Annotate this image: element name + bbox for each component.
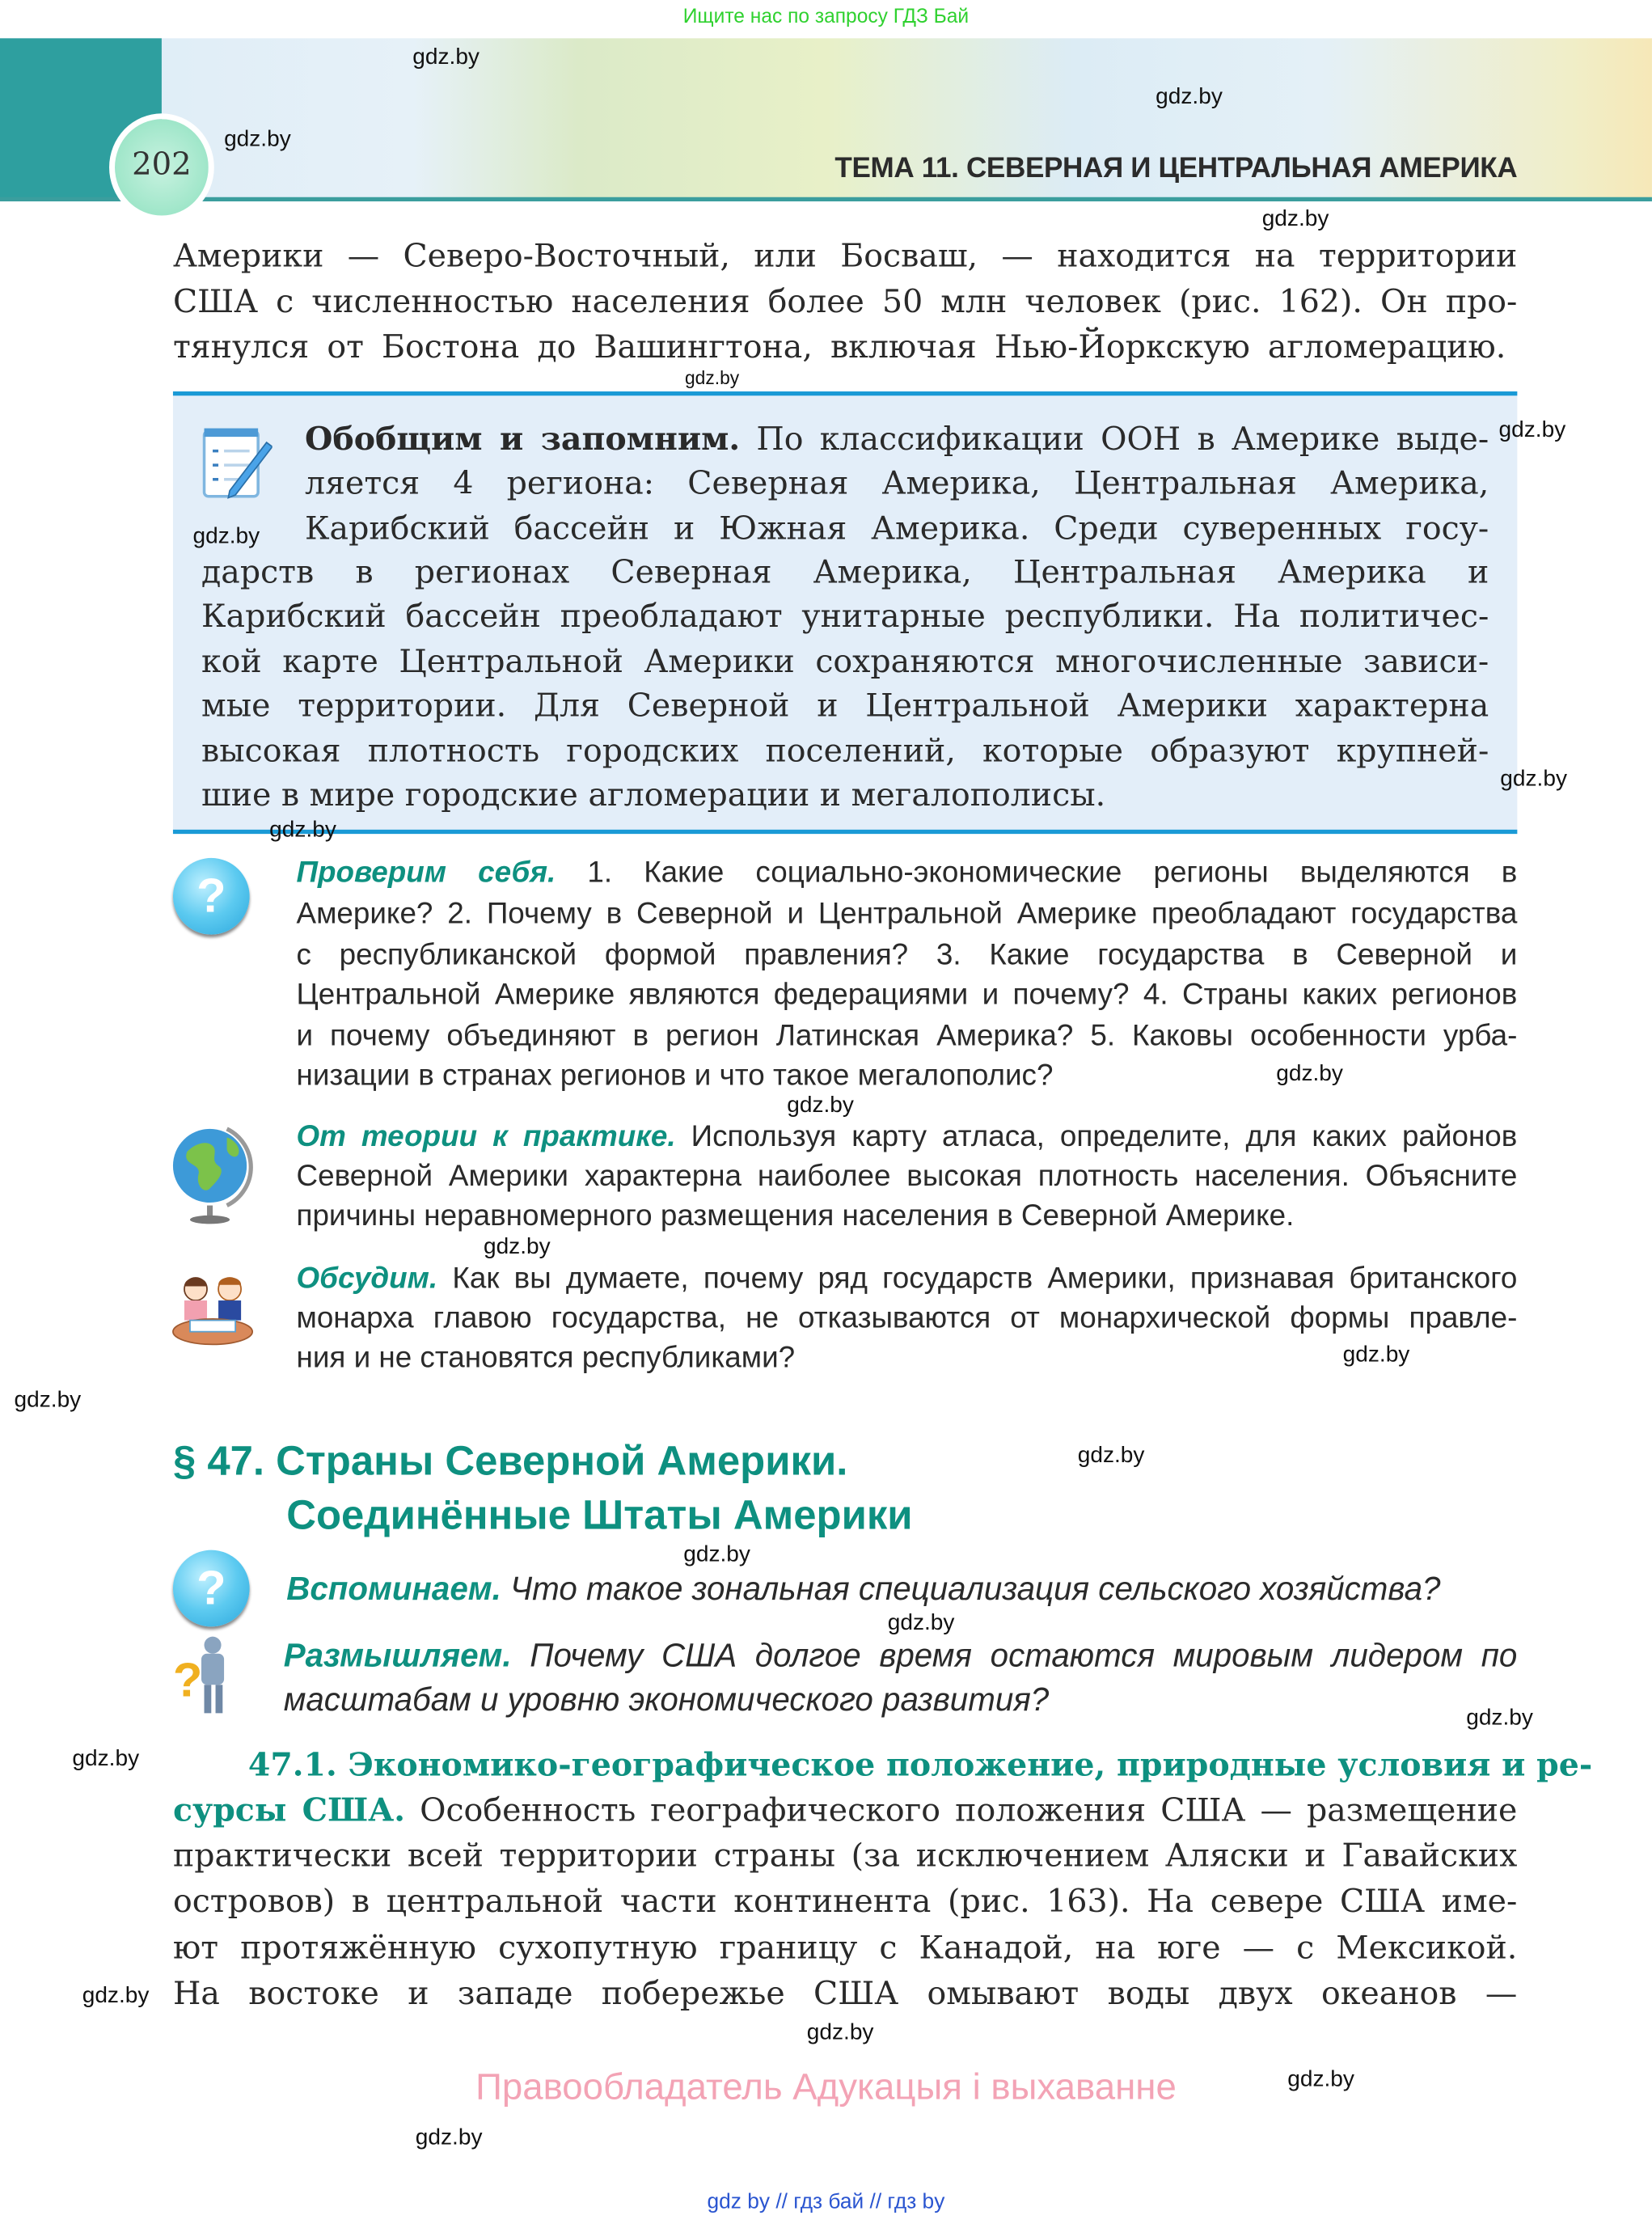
- discuss-line: ния и не становятся республиками?: [296, 1341, 796, 1375]
- watermark: gdz.by: [684, 367, 740, 389]
- copyright-notice: Правообладатель Адукацыя і выхаванне: [475, 2065, 1177, 2108]
- check-line: Америке? 2. Почему в Северной и Центральной Америке преобладают государства: [296, 898, 1518, 931]
- check-text: 1. Какие социально-экономические регионы выделяются в: [556, 856, 1518, 890]
- reflect-text: Почему США долгое время остаются мировым лидером по: [511, 1636, 1518, 1674]
- summary-line: высокая плотность городских поселений, которые образуют крупней-: [201, 733, 1489, 771]
- watermark: gdz.by: [1156, 85, 1223, 110]
- watermark: gdz.by: [1342, 1342, 1410, 1368]
- subsection-title-end: сурсы США.: [172, 1792, 406, 1830]
- chapter-title: ТЕМА 11. СЕВЕРНАЯ И ЦЕНТРАЛЬНАЯ АМЕРИКА: [834, 153, 1518, 184]
- discuss-line: монарха главою государства, не отказываются от монархической формы правле-: [296, 1301, 1518, 1335]
- subsection-line: На востоке и западе побережье США омывают воды двух океанов —: [172, 1975, 1518, 2013]
- watermark: gdz.by: [683, 1542, 750, 1567]
- question-icon: ?: [173, 858, 250, 935]
- watermark: gdz.by: [1261, 207, 1329, 231]
- summary-line: Карибский бассейн и Южная Америка. Среди суверенных госу-: [305, 510, 1489, 548]
- reflect-line: [284, 1635, 1518, 1675]
- practice-line: Северной Америки характерна наиболее высокая плотность населения. Объясните: [296, 1160, 1518, 1193]
- watermark: gdz.by: [82, 1984, 150, 2009]
- recall-line: [286, 1568, 1440, 1608]
- watermark: gdz.by: [1077, 1444, 1145, 1468]
- summary-text: По классификации ООН в Америке выде-: [740, 421, 1489, 459]
- footer-links[interactable]: gdz by // гдз бай // гдз by: [707, 2189, 945, 2214]
- header-divider: [0, 197, 1652, 201]
- practice-line: [297, 1119, 1518, 1159]
- check-line: низации в странах регионов и что такое мегалополис?: [296, 1059, 1054, 1093]
- section-heading-line2: Соединённые Штаты Америки: [286, 1493, 913, 1539]
- watermark: gdz.by: [1500, 767, 1567, 792]
- check-line: [297, 855, 1518, 894]
- summary-line: Карибский бассейн преобладают унитарные республики. На политичес-: [201, 598, 1489, 636]
- summary-line: мые территории. Для Северной и Центральной Америки характерна: [201, 687, 1489, 725]
- check-line: Центральной Америке являются федерациями и почему? 4. Страны каких регионов: [296, 978, 1518, 1012]
- practice-line: причины неравномерного размещения населения в Северной Америке.: [296, 1199, 1295, 1233]
- watermark: gdz.by: [269, 818, 336, 843]
- recall-text: Что такое зональная специализация сельского хозяйства?: [501, 1570, 1441, 1607]
- reflect-line: масштабам и уровню экономического развития?: [283, 1681, 1050, 1718]
- watermark: gdz.by: [1466, 1706, 1533, 1731]
- watermark: gdz.by: [787, 1093, 854, 1118]
- globe-icon: [170, 1123, 258, 1225]
- watermark: gdz.by: [483, 1235, 551, 1260]
- svg-text:?: ?: [172, 1652, 203, 1707]
- subsection-line: практически всей территории страны (за исключением Аляски и Гавайских: [172, 1837, 1518, 1875]
- watermark: gdz.by: [192, 524, 260, 549]
- watermark: gdz.by: [887, 1611, 955, 1635]
- discuss-line: [297, 1261, 1518, 1300]
- discuss-title: Обсудим.: [296, 1262, 438, 1296]
- subsection-line: [173, 1791, 1517, 1831]
- watermark: gdz.by: [1287, 2067, 1354, 2092]
- discuss-text: Как вы думаете, почему ряд государств Америки, признавая британского: [437, 1262, 1518, 1296]
- section-heading-line1: § 47. Страны Северной Америки.: [172, 1439, 848, 1486]
- kids-discussion-icon: [170, 1269, 255, 1347]
- watermark: gdz.by: [14, 1388, 82, 1413]
- practice-title: От теории к практике.: [296, 1120, 676, 1153]
- watermark: gdz.by: [806, 2020, 874, 2045]
- intro-line: США с численностью населения более 50 млн человек (рис. 162). Он про-: [172, 283, 1518, 321]
- reflect-title: Размышляем.: [283, 1636, 512, 1674]
- page-number: 202: [132, 147, 192, 184]
- watermark: gdz.by: [1498, 418, 1566, 443]
- subsection-line: островов) в центральной части континента (рис. 163). На севере США име-: [172, 1883, 1518, 1921]
- search-hint: Ищите нас по запросу ГДЗ Бай: [682, 4, 970, 27]
- check-line: и почему объединяют в регион Латинская Америка? 5. Каковы особенности урба-: [296, 1019, 1518, 1053]
- watermark: gdz.by: [412, 45, 480, 70]
- recall-title: Вспоминаем.: [286, 1570, 501, 1607]
- intro-line: тянулся от Бостона до Вашингтона, включая Нью-Йоркскую агломерацию.: [172, 328, 1506, 366]
- summary-title: Обобщим и запомним.: [305, 421, 741, 459]
- practice-text: Используя карту атласа, определите, для каких районов: [675, 1120, 1518, 1153]
- summary-line: кой карте Центральной Америки сохраняются многочисленные зависи-: [201, 644, 1489, 681]
- subsection-text: Особенность географического положения США — размещение: [405, 1792, 1518, 1830]
- watermark: gdz.by: [224, 127, 291, 152]
- check-title: Проверим себя.: [296, 856, 556, 890]
- thinking-figure-icon: [170, 1634, 241, 1716]
- summary-line: шие в мире городские агломерации и мегалополисы.: [201, 776, 1106, 814]
- watermark: gdz.by: [1276, 1062, 1343, 1087]
- subsection-title: 47.1. Экономико-географическое положение, природные условия и ре-: [247, 1747, 1593, 1785]
- question-icon: ?: [173, 1550, 250, 1627]
- summary-line: [305, 420, 1489, 459]
- check-line: с республиканской формой правления? 3. Какие государства в Северной и: [296, 938, 1518, 972]
- summary-line: ляется 4 региона: Северная Америка, Центральная Америка,: [305, 465, 1489, 502]
- summary-line: дарств в регионах Северная Америка, Центральная Америка и: [201, 554, 1489, 592]
- subsection-line: ют протяжённую сухопутную границу с Канадой, на юге — с Мексикой.: [172, 1930, 1518, 1968]
- intro-line: Америки — Северо-Восточный, или Босваш, — находится на территории: [172, 238, 1518, 276]
- watermark: gdz.by: [415, 2125, 483, 2150]
- watermark: gdz.by: [72, 1747, 140, 1772]
- notepad-pencil-icon: [199, 423, 273, 502]
